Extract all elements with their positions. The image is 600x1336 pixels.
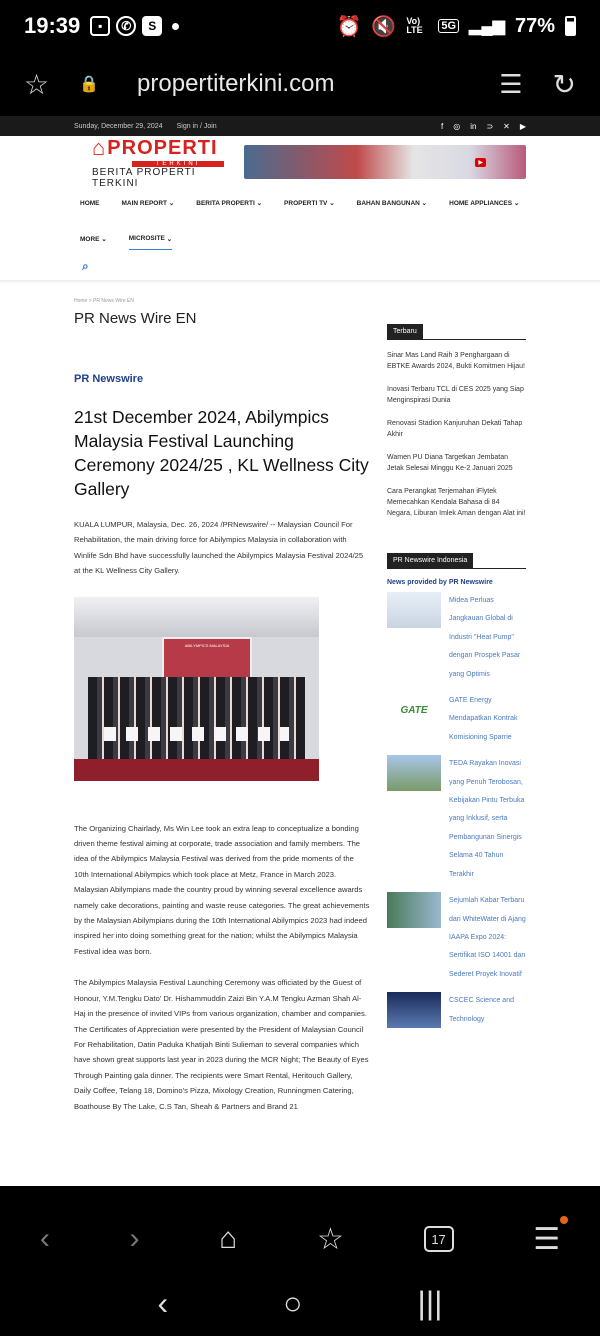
pr-newswire-logo: PR Newswire	[74, 373, 144, 385]
wire-thumbnail	[387, 755, 441, 791]
notification-icons	[90, 16, 179, 36]
wire-heading: PR Newswire Indonesia	[387, 553, 473, 568]
sidebar-divider	[387, 339, 526, 340]
browser-toolbar	[0, 1204, 600, 1274]
breadcrumb[interactable]: Home > PR News Wire EN	[74, 298, 134, 304]
facebook-icon[interactable]: f	[440, 121, 444, 131]
site-topbar	[0, 116, 600, 136]
whatsapp-icon: ✆	[116, 16, 136, 36]
nav-berita-properti-label: BERITA PROPERTI	[196, 199, 255, 207]
system-navigation	[0, 1278, 600, 1328]
lock-icon: 🔒	[79, 76, 100, 93]
nav-more-label: MORE	[80, 235, 100, 243]
nav-home-appliances-label: HOME APPLIANCES	[449, 199, 513, 207]
wire-thumbnail	[387, 992, 441, 1028]
menu-icon[interactable]: ☰	[533, 1222, 560, 1257]
nav-more[interactable]	[80, 224, 107, 254]
article-photo	[74, 597, 319, 781]
volte-label: Vo) LTE	[406, 16, 423, 35]
system-back-icon[interactable]: ‹	[157, 1284, 169, 1321]
wire-thumbnail	[387, 592, 441, 628]
category-title: PR News Wire EN	[74, 310, 197, 327]
header-ad-banner[interactable]	[244, 145, 526, 179]
status-bar	[0, 0, 600, 52]
chevron-down-icon: ⌄	[421, 200, 428, 207]
status-time: 19:39	[24, 13, 81, 38]
article-paragraph-1: KUALA LUMPUR, Malaysia, Dec. 26, 2024 /PRNewswire/ -- Malaysian Council For Rehabilitation, the main driving force for Abilympics Malaysia in collaboration with Winlife Sdn Bhd have successfully launched the Abilympics Malaysia Festival 2024/25 at the KL Wellness City Gallery.	[74, 520, 364, 576]
terbaru-item[interactable]: Cara Perangkat Terjemahan iFlytek Memecahkan Kendala Bahasa di 84 Negara, Liburan Imlek Aman dengan Alat ini!	[387, 488, 526, 517]
bookmarks-icon[interactable]: ☆	[316, 1222, 344, 1256]
chevron-down-icon: ⌄	[166, 235, 173, 243]
social-links	[441, 122, 526, 131]
chevron-down-icon: ⌄	[329, 200, 335, 207]
wire-item[interactable]	[387, 892, 526, 984]
page-content	[0, 284, 600, 1114]
nav-microsite[interactable]	[129, 228, 172, 250]
house-logo-icon: ⌂	[92, 135, 106, 160]
alarm-icon: ⏰	[336, 15, 362, 38]
forward-icon[interactable]: ›	[129, 1222, 140, 1255]
site-date: Sunday, December 29, 2024	[74, 122, 163, 130]
wire-item[interactable]	[387, 592, 526, 684]
terbaru-item[interactable]: Inovasi Terbaru TCL di CES 2025 yang Siap Menginspirasi Dunia	[387, 386, 524, 404]
terbaru-item[interactable]: Renovasi Stadion Kanjuruhan Dekati Tahap Akhir	[387, 420, 523, 438]
nav-properti-tv-label: PROPERTI TV	[284, 199, 328, 207]
wire-thumbnail	[387, 892, 441, 928]
nav-main-report[interactable]	[122, 188, 175, 218]
wire-item-text: GATE Energy Mendapatkan Kontrak Komisioning Sparrie	[449, 697, 518, 741]
search-icon: ⌕	[82, 258, 89, 273]
bookmark-star-icon[interactable]: ☆	[24, 68, 50, 100]
wire-item[interactable]	[387, 992, 526, 1029]
youtube-icon[interactable]: ▶	[519, 121, 526, 131]
wire-item-text: Sejumlah Kabar Terbaru dari WhiteWater di Ajang IAAPA Expo 2024: Sertifikat ISO 14001 dan Sederet Proyek Inovatif	[449, 897, 526, 978]
reload-icon[interactable]: ↻	[552, 68, 576, 100]
nav-bahan-bangunan[interactable]	[357, 188, 427, 218]
photo-ceiling	[74, 597, 319, 637]
back-icon[interactable]: ‹	[39, 1222, 50, 1255]
bottom-navigation	[0, 1186, 600, 1336]
system-recents-icon[interactable]: |||	[417, 1284, 443, 1321]
wire-item[interactable]	[387, 755, 526, 884]
wire-thumbnail: GATE	[387, 692, 441, 728]
sidebar	[387, 294, 526, 1114]
x-icon[interactable]: ✕	[503, 121, 510, 131]
battery-icon	[565, 16, 576, 36]
signal-icon: ▂▄▆	[469, 18, 505, 35]
tabs-button[interactable]: 17	[424, 1226, 454, 1252]
rss-icon[interactable]: ⊃	[486, 121, 494, 131]
mute-icon: 🔇	[371, 15, 397, 38]
chevron-down-icon: ⌄	[256, 200, 263, 207]
url-display[interactable]: propertiterkini.com	[137, 70, 335, 97]
nav-main-report-label: MAIN REPORT	[121, 199, 167, 207]
main-navigation	[0, 188, 600, 278]
terbaru-item[interactable]: Sinar Mas Land Raih 3 Penghargaan di EBTKE Awards 2024, Bukti Komitmen Hijau!	[387, 352, 525, 370]
linkedin-icon[interactable]: in	[470, 121, 477, 131]
more-notifications-icon	[172, 23, 179, 30]
article-column	[74, 294, 370, 1114]
s-app-icon: S	[142, 16, 162, 36]
system-home-icon[interactable]: ○	[283, 1284, 303, 1321]
terbaru-heading: Terbaru	[387, 324, 423, 339]
reader-mode-icon[interactable]: ☰	[499, 68, 523, 99]
nav-microsite-label: MICROSITE	[128, 235, 165, 242]
chevron-down-icon: ⌄	[101, 236, 107, 243]
chevron-down-icon: ⌄	[168, 200, 175, 207]
photo-certificates	[104, 727, 289, 741]
logo-strip: TERKINI	[132, 161, 224, 167]
nav-berita-properti[interactable]	[196, 188, 262, 218]
status-right	[337, 14, 576, 39]
provided-by-label: News provided by PR Newswire	[387, 579, 493, 586]
terbaru-item[interactable]: Wamen PU Diana Targetkan Jembatan Jetak Selesai Minggu Ke-2 Januari 2025	[387, 454, 513, 472]
wire-item[interactable]	[387, 692, 526, 747]
wire-item-text: TEDA Rayakan Inovasi yang Penuh Terobosan, Kebijakan Pintu Terbuka yang Inklusif, serta Pembangunan Sinergis Selama 40 Tahun Terakhir	[449, 760, 525, 878]
sidebar-divider	[387, 568, 526, 569]
instagram-icon[interactable]: ◎	[453, 121, 461, 131]
photo-floor	[74, 759, 319, 781]
gallery-icon: ▪	[90, 16, 110, 36]
nav-home-appliances[interactable]	[449, 188, 519, 218]
article-title: 21st December 2024, Abilympics Malaysia Festival Launching Ceremony 2024/25 , KL Wellness City Gallery	[74, 407, 369, 499]
nav-home[interactable]: HOME	[80, 199, 100, 207]
photo-banner-text: ABILYMPICS MALAYSIA	[184, 642, 230, 648]
nav-properti-tv[interactable]	[284, 188, 335, 218]
site-header	[0, 136, 600, 188]
battery-label: 77%	[514, 14, 555, 37]
logo-main: PROPERTI	[107, 137, 218, 159]
browser-address-bar	[0, 52, 600, 116]
youtube-badge-icon: ▶	[475, 158, 486, 167]
article-paragraph-3: The Abilympics Malaysia Festival Launching Ceremony was officiated by the Guest of Honour, Y.M.Tengku Dato' Dr. Hishammuddin Zaizi Bin Y.A.M Tengku Azman Shah Al-Haj in the presence of invited VIPs from various organization, chamber and companies. The Certificates of Appreciation were presented by the President of Malaysian Council For Rehabilitation, Datin Paduka Khatijah Binti Sulieman to several companies which have shown great supports last year in 2023 during the MCR Night; The Beauty of Eyes Through Painting gala dinner. The recipients were Smart Rental, Heritouch Gallery, Daily Coffee, Telang 18, Domino's Pizza, Mixology Creation, Runningmen Catering, Boathouse By The Lake, C.S Tan, Sheah & Partners and Brand 21	[74, 978, 369, 1111]
nav-bahan-bangunan-label: BAHAN BANGUNAN	[356, 199, 420, 207]
network-label: 5G	[438, 19, 459, 33]
home-icon[interactable]: ⌂	[219, 1222, 238, 1255]
notification-dot-icon	[560, 1216, 568, 1224]
signin-link[interactable]: Sign in / Join	[176, 122, 217, 130]
site-logo[interactable]	[92, 135, 230, 189]
search-button[interactable]	[80, 254, 520, 278]
chevron-down-icon: ⌄	[513, 200, 520, 207]
wire-item-text: CSCEC Science and Technology	[449, 997, 514, 1023]
logo-subtitle: BERITA PROPERTI TERKINI	[92, 167, 196, 189]
wire-item-text: Midea Perluas Jangkauan Global di Industri "Heat Pump" dengan Prospek Pasar yang Optimis	[449, 597, 521, 678]
article-paragraph-2: The Organizing Chairlady, Ms Win Lee took an extra leap to conceptualize a bonding driven theme festival aiming at corporate, trade association and family members. The idea of the Abilympics Malaysia Festival was derived from the pride moments of the 10th International Abilympics which took place at Metz, France in March 2023. Malaysian Abilympians made the country proud by winning several excellence awards namely cake decorations, painting and waste reuse categories. The great achievements by the Malaysian Abilympians during the 10th International Abilympics 2023 had indeed inspired her into doing something great for the nation; whilst the Abilympics Malaysia Festival idea was born.	[74, 823, 370, 956]
web-page	[0, 116, 600, 1186]
